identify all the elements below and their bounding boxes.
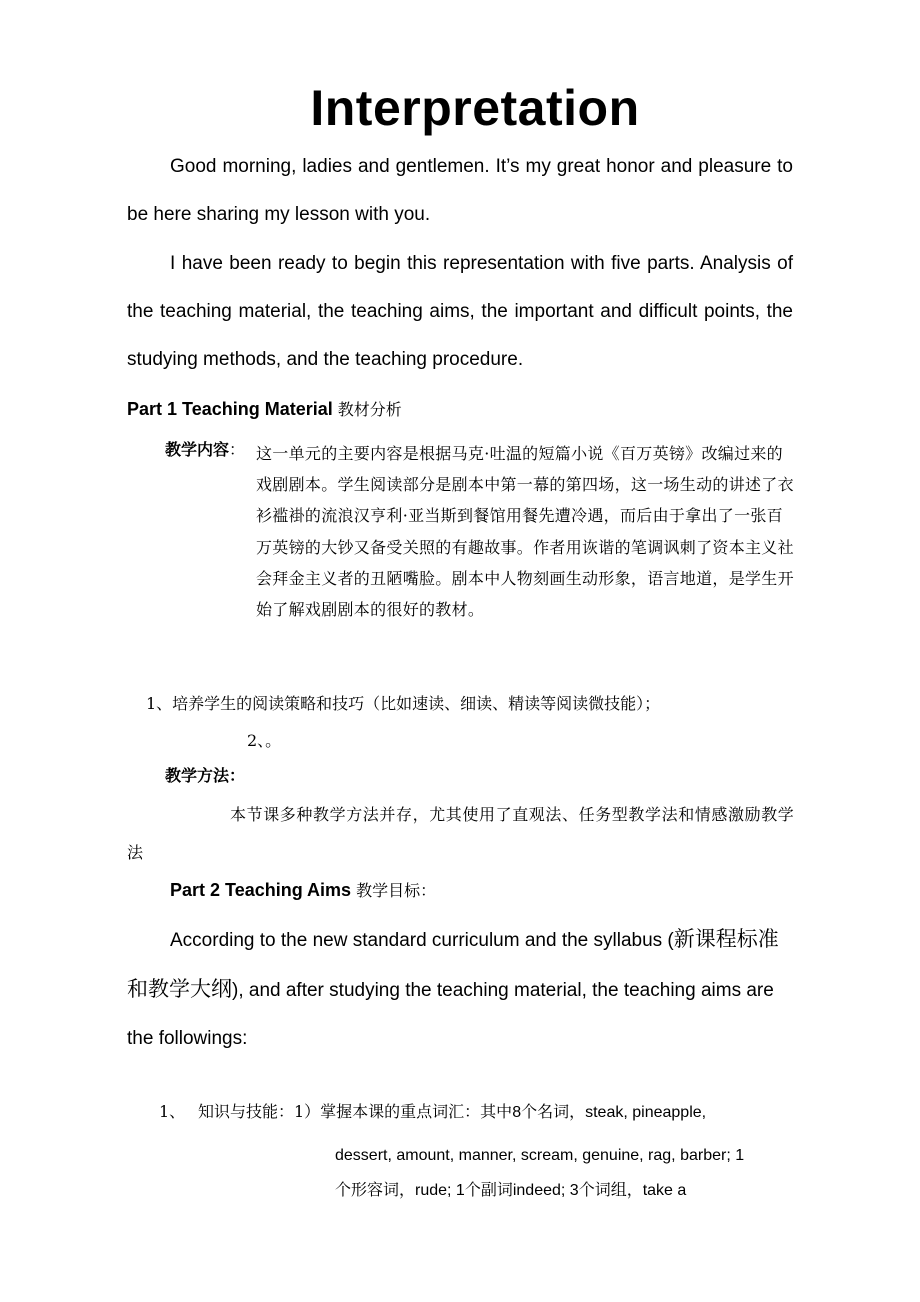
teaching-method-label: 教学方法： [165,766,246,785]
part1-heading-cn: 教材分析 [337,400,402,419]
teaching-content-label: 教学内容： [165,440,246,459]
teaching-method-text: 本节课多种教学方法并存，尤其使用了直观法、任务型教学法和情感激励教学法 [127,805,795,862]
aims-list-line-2: dessert, amount, manner, scream, genuine, rag, barber; 1 [335,1147,745,1164]
part2-heading-cn: 教学目标： [356,881,437,900]
skill-item-1: 1、培养学生的阅读策略和技巧（比如速读、细读、精读等阅读微技能）； [146,694,661,713]
document-title: Interpretation [310,80,640,136]
skill-item-2: 2、。 [247,731,282,750]
part2-heading-en: Part 2 Teaching Aims [170,880,352,900]
part1-heading-en: Part 1 Teaching Material [127,399,333,419]
part2-heading [170,877,436,904]
overview-paragraph: I have been ready to begin this representation with five parts. Analysis of the teaching material, the teaching aims, the important and difficult points, the studying methods, and the teaching procedure. [127,253,793,370]
aims-list-number: 1、 [159,1102,186,1121]
greeting-paragraph: Good morning, ladies and gentlemen. It’s my great honor and pleasure to be here sharing my lesson with you. [127,156,793,225]
aims-intro-paragraph: According to the new standard curriculum and the syllabus (新课程标准和教学大纲), and after studying the teaching material, the teaching aims are the followings: [127,927,779,1049]
part1-heading [127,396,402,423]
aims-list-line-3: 个形容词，rude; 1个副词indeed; 3个词组，take a [335,1180,687,1199]
teaching-content-text: 这一单元的主要内容是根据马克·吐温的短篇小说《百万英镑》改编过来的戏剧剧本。学生阅读部分是剧本中第一幕的第四场，这一场生动的讲述了衣衫褴褂的流浪汉亨利·亚当斯到餐馆用餐先遭冷遇，而后由于拿出了一张百万英镑的大钞又备受关照的有趣故事。作者用诙谐的笔调讽刺了资本主义社会拜金主义者的丑陋嘴脸。剧本中人物刻画生动形象，语言地道，是学生开始了解戏剧剧本的很好的教材。 [256,444,794,620]
aims-list-line-1: 知识与技能：1）掌握本课的重点词汇：其中8个名词，steak, pineapple, [198,1102,707,1121]
